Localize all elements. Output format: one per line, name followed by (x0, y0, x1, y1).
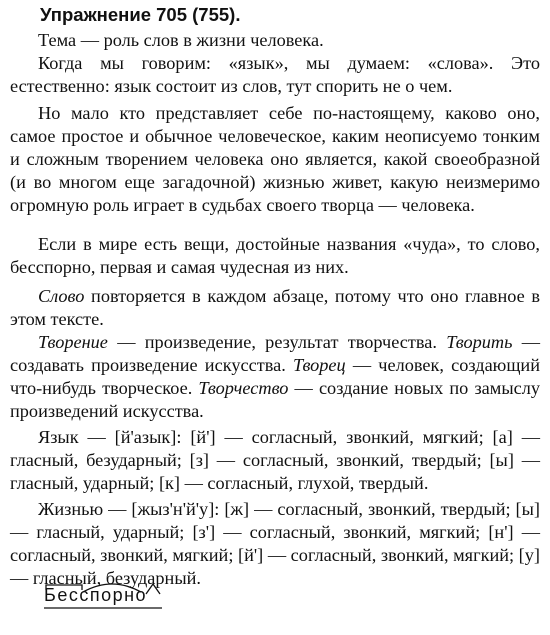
miracle-text: Если в мире есть вещи, достойные названия «чуда», то слово, бесспорно, первая и самая чудесная из них. (10, 234, 540, 277)
root-mark (83, 584, 141, 592)
term-tvorenie: Творение (38, 332, 108, 352)
phonetic-zhiznyu-text: Жизнью — [жыз'н'й'у]: [ж] — согласный, звонкий, твердый; [ы] — гласный, ударный; [з'] — согласный, звонкий, мягкий; [н'] — согласный, звонкий, мягкий; [й'] — согласный, звонкий, мягкий; [у] — гласный, безударный. (10, 499, 540, 588)
key-word: Слово (38, 286, 85, 306)
main-text: Но мало кто представляет себе по-настоящему, каково оно, самое простое и обычное человеческое, каким неописуемо тонким и сложным творением человека оно является, какой своеобразной (и во многом еще загадочной) жизнью живет, какую неизмеримо огромную роль играет в судьбах своего творца — человека. (10, 103, 540, 215)
def-tvorit: — создавать произведение искусства. (10, 332, 540, 375)
def-tvorchestvo: — создание новых по замыслу произведений искусства. (10, 378, 541, 421)
term-tvorit: Творить (446, 332, 513, 352)
morpheme-parsed-word: Бесспорно (44, 585, 148, 605)
term-tvorchestvo: Творчество (198, 378, 289, 398)
topic-text: Тема — роль слов в жизни человека. (38, 30, 324, 50)
intro-text: Когда мы говорим: «язык», мы думаем: «слова». Это естественно: язык состоит из слов, тут спорить не о чем. (10, 53, 540, 96)
phonetic-yazyk-text: Язык — [й'азык]: [й'] — согласный, звонкий, мягкий; [а] — гласный, безударный; [з] — согласный, звонкий, твердый; [ы] — гласный, ударный; [к] — согласный, глухой, твердый. (10, 427, 540, 493)
term-tvorets: Творец (292, 355, 346, 375)
suffix-mark (146, 584, 160, 594)
prefix-mark (46, 585, 82, 590)
def-tvorets: — человек, создающий что-нибудь творческое. (10, 355, 540, 398)
def-tvorenie: — произведение, результат творчества. (107, 332, 447, 352)
exercise-title: Упражнение 705 (755). (40, 4, 241, 25)
key-word-explanation: повторяется в каждом абзаце, потому что оно главное в этом тексте. (10, 286, 540, 329)
